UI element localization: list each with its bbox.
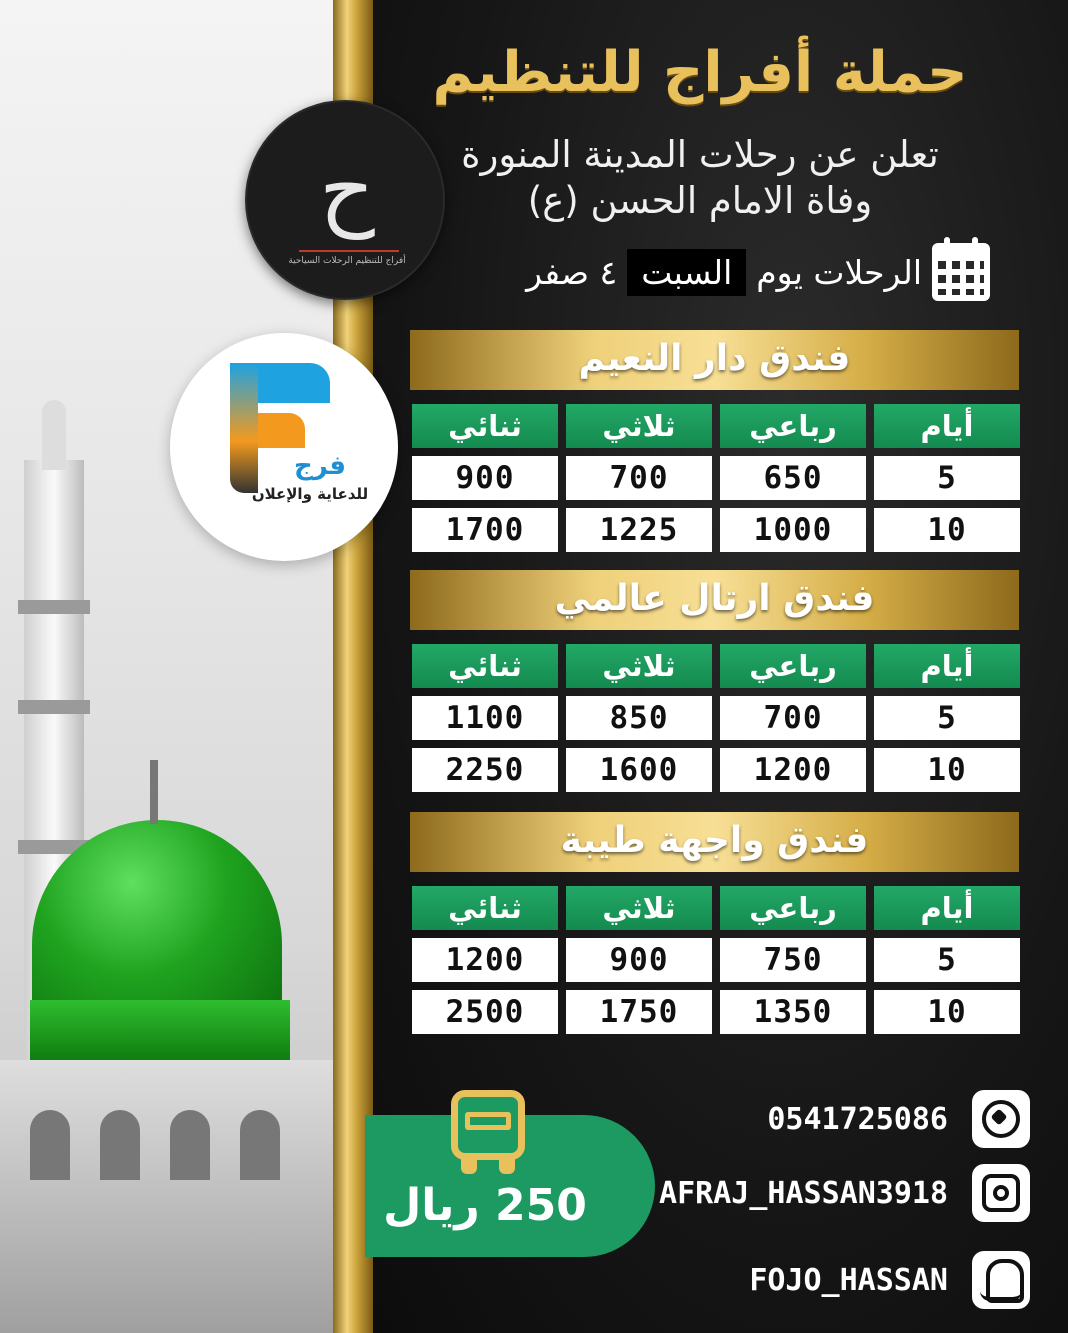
double-price-cell: 2250 bbox=[412, 748, 558, 792]
col-double: ثنائي bbox=[412, 404, 558, 448]
triple-price-cell: 1225 bbox=[566, 508, 712, 552]
whatsapp-number[interactable]: 0541725086 bbox=[767, 1101, 948, 1137]
date-prefix: الرحلات يوم bbox=[756, 252, 922, 292]
mosque-base bbox=[0, 1060, 345, 1333]
quad-price-cell: 1000 bbox=[720, 508, 866, 552]
calendar-icon bbox=[932, 243, 990, 301]
date-day: السبت bbox=[627, 249, 746, 296]
col-double: ثنائي bbox=[412, 644, 558, 688]
farah-logo-name: فرج bbox=[294, 451, 346, 481]
col-days: أيام bbox=[874, 404, 1020, 448]
days-cell: 5 bbox=[874, 456, 1020, 500]
subtitle-line-1: تعلن عن رحلات المدينة المنورة bbox=[461, 133, 939, 176]
days-cell: 10 bbox=[874, 748, 1020, 792]
col-double: ثنائي bbox=[412, 886, 558, 930]
triple-price-cell: 900 bbox=[566, 938, 712, 982]
days-cell: 5 bbox=[874, 938, 1020, 982]
table-row bbox=[412, 456, 1020, 500]
days-cell: 10 bbox=[874, 508, 1020, 552]
snapchat-handle[interactable]: FOJO_HASSAN bbox=[749, 1262, 948, 1298]
quad-price-cell: 1200 bbox=[720, 748, 866, 792]
double-price-cell: 1200 bbox=[412, 938, 558, 982]
col-days: أيام bbox=[874, 886, 1020, 930]
subtitle bbox=[420, 132, 980, 224]
contact-instagram[interactable] bbox=[660, 1162, 1030, 1224]
afraj-logo-tagline: أفراج للتنظيم الرحلات السياحية bbox=[288, 256, 406, 266]
triple-price-cell: 1750 bbox=[566, 990, 712, 1034]
days-cell: 5 bbox=[874, 696, 1020, 740]
instagram-icon[interactable] bbox=[972, 1164, 1030, 1222]
hotel-1-price-table bbox=[412, 404, 1020, 560]
table-row bbox=[412, 508, 1020, 552]
date-suffix: ٤ صفر bbox=[526, 252, 618, 292]
instagram-handle[interactable]: AFRAJ_HASSAN3918 bbox=[659, 1175, 948, 1211]
quad-price-cell: 1350 bbox=[720, 990, 866, 1034]
quad-price-cell: 750 bbox=[720, 938, 866, 982]
contact-snapchat[interactable] bbox=[660, 1249, 1030, 1311]
hotel-2-price-table bbox=[412, 644, 1020, 800]
hotel-3-price-table bbox=[412, 886, 1020, 1042]
triple-price-cell: 700 bbox=[566, 456, 712, 500]
farah-logo-slogan: للدعاية والإعلان bbox=[251, 485, 369, 503]
col-triple: ثلاثي bbox=[566, 644, 712, 688]
trip-date bbox=[490, 240, 990, 304]
bus-price: 250 ريال bbox=[383, 1180, 587, 1231]
double-price-cell: 1700 bbox=[412, 508, 558, 552]
table-row bbox=[412, 990, 1020, 1034]
quad-price-cell: 650 bbox=[720, 456, 866, 500]
days-cell: 10 bbox=[874, 990, 1020, 1034]
quad-price-cell: 700 bbox=[720, 696, 866, 740]
triple-price-cell: 850 bbox=[566, 696, 712, 740]
contact-whatsapp[interactable] bbox=[660, 1088, 1030, 1150]
hotel-3-title: فندق واجهة طيبة bbox=[410, 812, 1019, 872]
snapchat-icon[interactable] bbox=[972, 1251, 1030, 1309]
table-row bbox=[412, 748, 1020, 792]
double-price-cell: 1100 bbox=[412, 696, 558, 740]
afraj-logo bbox=[245, 100, 445, 300]
hotel-2-title: فندق ارتال عالمي bbox=[410, 570, 1019, 630]
whatsapp-icon[interactable] bbox=[972, 1090, 1030, 1148]
table-header-row bbox=[412, 644, 1020, 688]
col-quad: رباعي bbox=[720, 644, 866, 688]
double-price-cell: 2500 bbox=[412, 990, 558, 1034]
col-quad: رباعي bbox=[720, 886, 866, 930]
col-triple: ثلاثي bbox=[566, 404, 712, 448]
table-header-row bbox=[412, 886, 1020, 930]
page-title: حملة أفراج للتنظيم bbox=[432, 40, 968, 105]
table-row bbox=[412, 938, 1020, 982]
triple-price-cell: 1600 bbox=[566, 748, 712, 792]
table-header-row bbox=[412, 404, 1020, 448]
double-price-cell: 900 bbox=[412, 456, 558, 500]
col-triple: ثلاثي bbox=[566, 886, 712, 930]
table-row bbox=[412, 696, 1020, 740]
afraj-logo-mark: ح bbox=[319, 140, 375, 240]
dome-drum bbox=[30, 1000, 290, 1060]
subtitle-line-2: وفاة الامام الحسن (ع) bbox=[527, 179, 873, 222]
col-quad: رباعي bbox=[720, 404, 866, 448]
farah-logo bbox=[170, 333, 398, 561]
hotel-1-title: فندق دار النعيم bbox=[410, 330, 1019, 390]
col-days: أيام bbox=[874, 644, 1020, 688]
bus-icon bbox=[443, 1090, 533, 1174]
